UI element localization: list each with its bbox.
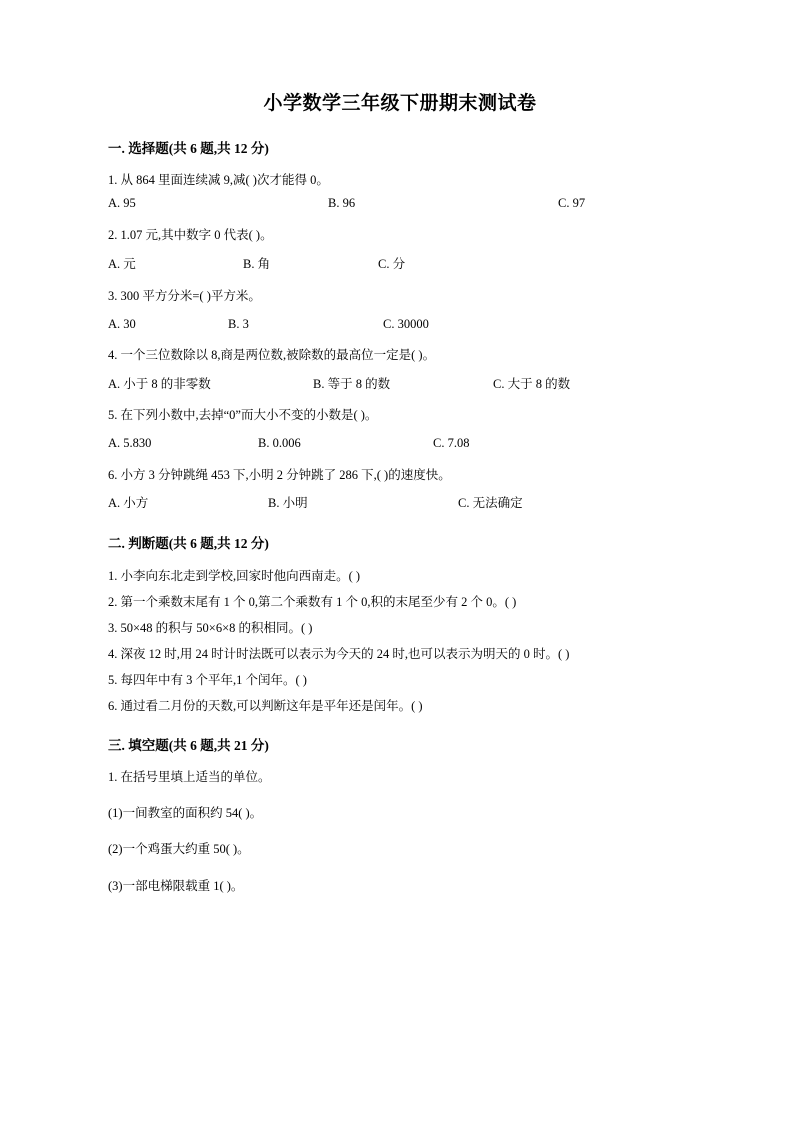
truefalse-item[interactable]: 1. 小李向东北走到学校,回家时他向西南走。( ) [108,568,361,583]
option-c[interactable]: C. 97 [558,196,586,211]
fillblank-item[interactable]: (2)一个鸡蛋大约重 50( )。 [108,842,250,857]
option-b[interactable]: B. 3 [228,316,249,331]
option-b[interactable]: B. 0.006 [258,436,301,451]
question-options [108,494,692,513]
option-c[interactable]: C. 大于 8 的数 [493,376,571,391]
option-a[interactable]: A. 小方 [108,496,149,511]
question-options [108,434,692,453]
truefalse-item[interactable]: 6. 通过看二月份的天数,可以判断这年是平年还是闰年。( ) [108,698,423,713]
fillblank-item[interactable]: (1)一间教室的面积约 54( )。 [108,805,263,820]
question-stem: 4. 一个三位数除以 8,商是两位数,被除数的最高位一定是( )。 [108,348,436,363]
option-b[interactable]: B. 小明 [268,496,308,511]
truefalse-item[interactable]: 4. 深夜 12 时,用 24 时计时法既可以表示为今天的 24 时,也可以表示为明天的 0 时。( ) [108,646,570,661]
option-b[interactable]: B. 角 [243,257,271,272]
question-stem: 5. 在下列小数中,去掉“0”而大小不变的小数是( )。 [108,408,378,422]
option-a[interactable]: A. 小于 8 的非零数 [108,376,211,391]
page-title: 小学数学三年级下册期末测试卷 [263,93,537,114]
question-stem: 2. 1.07 元,其中数字 0 代表( )。 [108,227,273,242]
question-stem: 1. 从 864 里面连续减 9,减( )次才能得 0。 [108,173,329,187]
section-heading-fillblank: 三. 填空题(共 6 题,共 21 分) [108,737,269,753]
truefalse-item[interactable]: 5. 每四年中有 3 个平年,1 个闰年。( ) [108,672,307,687]
question-stem: 3. 300 平方分米=( )平方米。 [108,288,261,303]
option-c[interactable]: C. 30000 [383,316,429,331]
section-heading-truefalse: 二. 判断题(共 6 题,共 12 分) [108,535,269,551]
option-c[interactable]: C. 7.08 [433,436,470,451]
fillblank-item: 1. 在括号里填上适当的单位。 [108,769,271,784]
option-a[interactable]: A. 元 [108,257,136,272]
section-heading-choice: 一. 选择题(共 6 题,共 12 分) [108,141,269,156]
question-options [108,375,692,394]
question-options [108,315,692,334]
option-a[interactable]: A. 30 [108,316,136,331]
option-a[interactable]: A. 5.830 [108,436,152,451]
option-c[interactable]: C. 无法确定 [458,496,523,511]
fillblank-item[interactable]: (3)一部电梯限载重 1( )。 [108,878,244,893]
option-b[interactable]: B. 96 [328,196,356,211]
question-stem: 6. 小方 3 分钟跳绳 453 下,小明 2 分钟跳了 286 下,( )的速度快。 [108,467,451,482]
option-a[interactable]: A. 95 [108,196,136,211]
question-options [108,194,692,213]
question-options [108,255,692,274]
option-c[interactable]: C. 分 [378,257,406,272]
truefalse-item[interactable]: 2. 第一个乘数末尾有 1 个 0,第二个乘数有 1 个 0,积的末尾至少有 2 个 0。( ) [108,594,517,609]
truefalse-item[interactable]: 3. 50×48 的积与 50×6×8 的积相同。( ) [108,620,313,635]
option-b[interactable]: B. 等于 8 的数 [313,376,391,391]
